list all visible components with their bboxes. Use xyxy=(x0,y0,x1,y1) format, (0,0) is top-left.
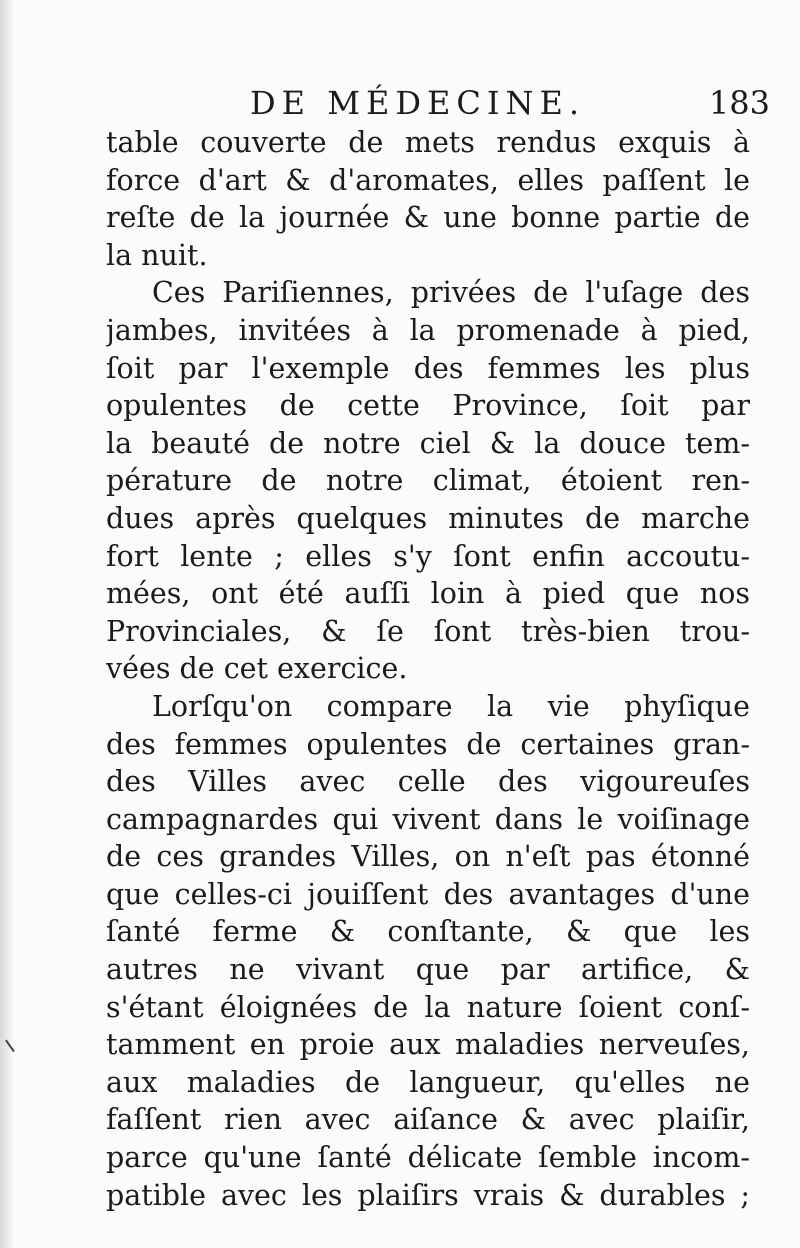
text-line: aux maladies de langueur, qu'elles ne xyxy=(106,1065,750,1099)
text-line: mées, ont été auſſi loin à pied que nos xyxy=(106,577,750,611)
text-line: ſoit par l'exemple des femmes les plus xyxy=(106,351,750,385)
binding-shadow xyxy=(0,0,14,1248)
paragraph-3 xyxy=(106,688,750,1214)
text-line: la nuit. xyxy=(106,238,208,272)
text-line: table couverte de mets rendus exquis à xyxy=(106,126,750,159)
text-line: dues après quelques minutes de marche xyxy=(106,501,750,535)
running-head: DE MÉDECINE. xyxy=(250,84,585,122)
text-line: s'étant éloignées de la nature ſoient conſ- xyxy=(106,990,750,1024)
page-number: 183 xyxy=(708,84,770,122)
text-line: la beauté de notre ciel & la douce tem- xyxy=(106,426,750,460)
paragraph-2 xyxy=(106,274,750,688)
text-line: parce qu'une ſanté délicate ſemble incom- xyxy=(106,1141,750,1175)
text-line: campagnardes qui vivent dans le voiſinage xyxy=(106,802,750,836)
text-line: autres ne vivant que par artifice, & xyxy=(106,953,750,987)
text-line: fort lente ; elles s'y ſont enfin accoutu- xyxy=(106,539,750,573)
body-text xyxy=(106,124,750,1214)
text-line: opulentes de cette Province, ſoit par xyxy=(106,389,750,423)
text-line: Lorſqu'on compare la vie phyſique xyxy=(152,689,750,723)
text-line: Provinciales, & ſe ſont très-bien trou- xyxy=(106,614,750,648)
text-line: des Villes avec celle des vigoureuſes xyxy=(106,765,750,799)
text-line: tamment en proie aux maladies nerveuſes, xyxy=(106,1028,750,1062)
text-line: vées de cet exercice. xyxy=(106,652,408,686)
text-line: patible avec les plaiſirs vrais & durables ; xyxy=(106,1178,750,1212)
text-line: faſſent rien avec aiſance & avec plaiſir, xyxy=(106,1103,750,1137)
text-line: reſte de la journée & une bonne partie de xyxy=(106,201,750,235)
text-line: de ces grandes Villes, on n'eſt pas étonné xyxy=(106,840,750,874)
text-line: jambes, invitées à la promenade à pied, xyxy=(106,313,750,347)
text-line: Ces Pariſiennes, privées de l'uſage des xyxy=(152,276,750,310)
page-header xyxy=(250,84,770,128)
text-line: pérature de notre climat, étoient ren- xyxy=(106,464,750,498)
text-line: force d'art & d'aromates, elles paſſent le xyxy=(106,163,750,197)
text-line: ſanté ferme & conſtante, & que les xyxy=(106,915,750,949)
text-line: que celles-ci jouiſſent des avantages d'une xyxy=(106,877,750,911)
paragraph-1 xyxy=(106,124,750,274)
text-line: des femmes opulentes de certaines gran- xyxy=(106,727,750,761)
